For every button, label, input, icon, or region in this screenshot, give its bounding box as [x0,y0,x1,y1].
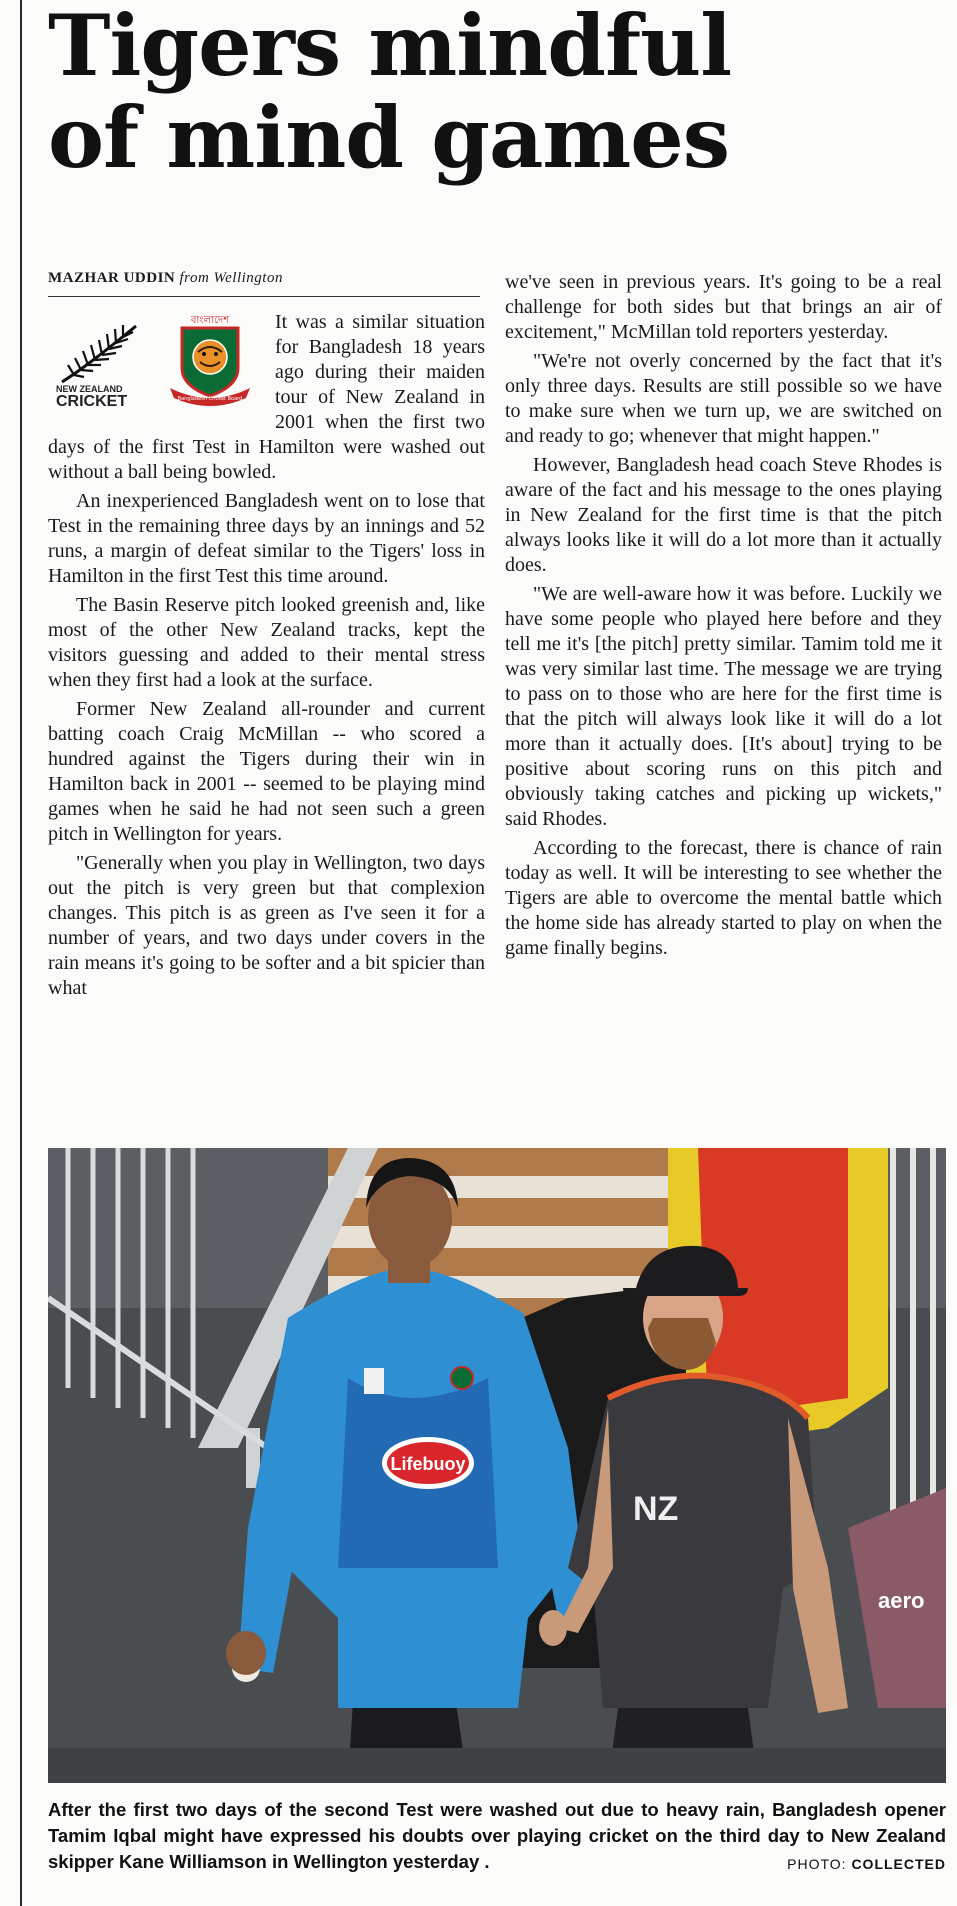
headline-line-1: Tigers mindful [48,0,732,95]
bcb-script-text: বাংলাদেশ [190,315,230,326]
team-logos [48,312,263,410]
byline-location: from Wellington [179,270,283,286]
paragraph-6: "We're not overly concerned by the fact that it's only three days. Results are still possible so we have to make sure when we turn up, we are switched on and ready to go; whenever that might happen." [505,350,942,447]
paragraph-3: The Basin Reserve pitch looked greenish and, like most of the other New Zealand tracks, kept the visitors guessing and added to their mental stress when they first had a look at the surface. [48,594,485,691]
paragraph-8: "We are well-aware how it was before. Luckily we have some people who played here before and they tell me it's [the pitch] pretty similar. Tamim told me it was very similar last time. The message we are trying to pass on to those who are here for the first time is that the pitch will always look like it will do a lot more than it actually does. [It's about] trying to be positive about scoring runs on this pitch and obviously taking catches and picking up wickets," said Rhodes. [505,583,942,830]
article-photo [48,1148,946,1783]
paragraph-2: An inexperienced Bangladesh went on to lose that Test in the remaining three days by an innings and 52 runs, a margin of defeat similar to the Tigers' loss in Hamilton in the first Test this time around. [48,490,485,587]
headline [48,0,928,187]
nz-cricket-wordmark [56,384,146,410]
headline-line-2: of mind games [48,88,730,187]
column-rule [20,0,22,1906]
paragraph-9: According to the forecast, there is chance of rain today as well. It will be interesting to see whether the Tigers are able to overcome the mental battle which the home side has already started to play on when the game finally begins. [505,837,942,959]
nz-wordmark-line-2: CRICKET [56,393,128,410]
article-column-2 [505,270,942,965]
paragraph-4: Former New Zealand all-rounder and current batting coach Craig McMillan -- who scored a hundred against the Tigers during their win in Hamilton back in 2001 -- seemed to be playing mind games when he said he had not seen such a green pitch in Wellington for years. [48,698,485,845]
photo-credit [787,1851,946,1877]
paragraph-5-continued: we've seen in previous years. It's going to be a real challenge for both sides but that brings an air of excitement," McMillan told reporters yesterday. [505,271,942,343]
bangladesh-cricket-board-logo [160,312,260,407]
jersey-sponsor-logo: Lifebuoy [390,1454,466,1474]
byline-author: MAZHAR UDDIN [48,270,176,286]
article-column-1 [48,310,485,1005]
paragraph-7: However, Bangladesh head coach Steve Rhodes is aware of the fact and his message to the ones playing in New Zealand for the first time is that the pitch always looks like it will do a lot more than it actually does. [505,454,942,576]
caption-text: After the first two days of the second Test were washed out due to heavy rain, Bangladesh opener Tamim Iqbal might have expressed his doubts over playing cricket on the third day to New Zealand skipper Kane Williamson in Wellington yesterday . [48,1799,946,1872]
paragraph-1: It was a similar situation for Bangladesh 18 years ago during their maiden tour of New Zealand in 2001 when the first two days of the first Test in Hamilton were washed out without a ball being bowled. [48,311,485,483]
photo-credit-value: COLLECTED [851,1856,946,1872]
paragraph-5: "Generally when you play in Wellington, two days out the pitch is very green but that complexion changes. This pitch is as green as I've seen it for a number of years, and two days under covers in the rain means it's going to be softer and a bit spicier than what [48,852,485,999]
bcb-ribbon-text: Bangladesh Cricket Board [177,396,243,402]
jersey-nz-text: NZ [633,1490,679,1528]
nz-wordmark-line-1: NEW ZEALAND [56,384,123,394]
photo-credit-label: PHOTO: [787,1856,847,1872]
bag-logo-text: aero [878,1588,925,1613]
photo-illustration [48,1148,946,1783]
photo-caption [48,1797,946,1877]
byline [48,270,480,297]
